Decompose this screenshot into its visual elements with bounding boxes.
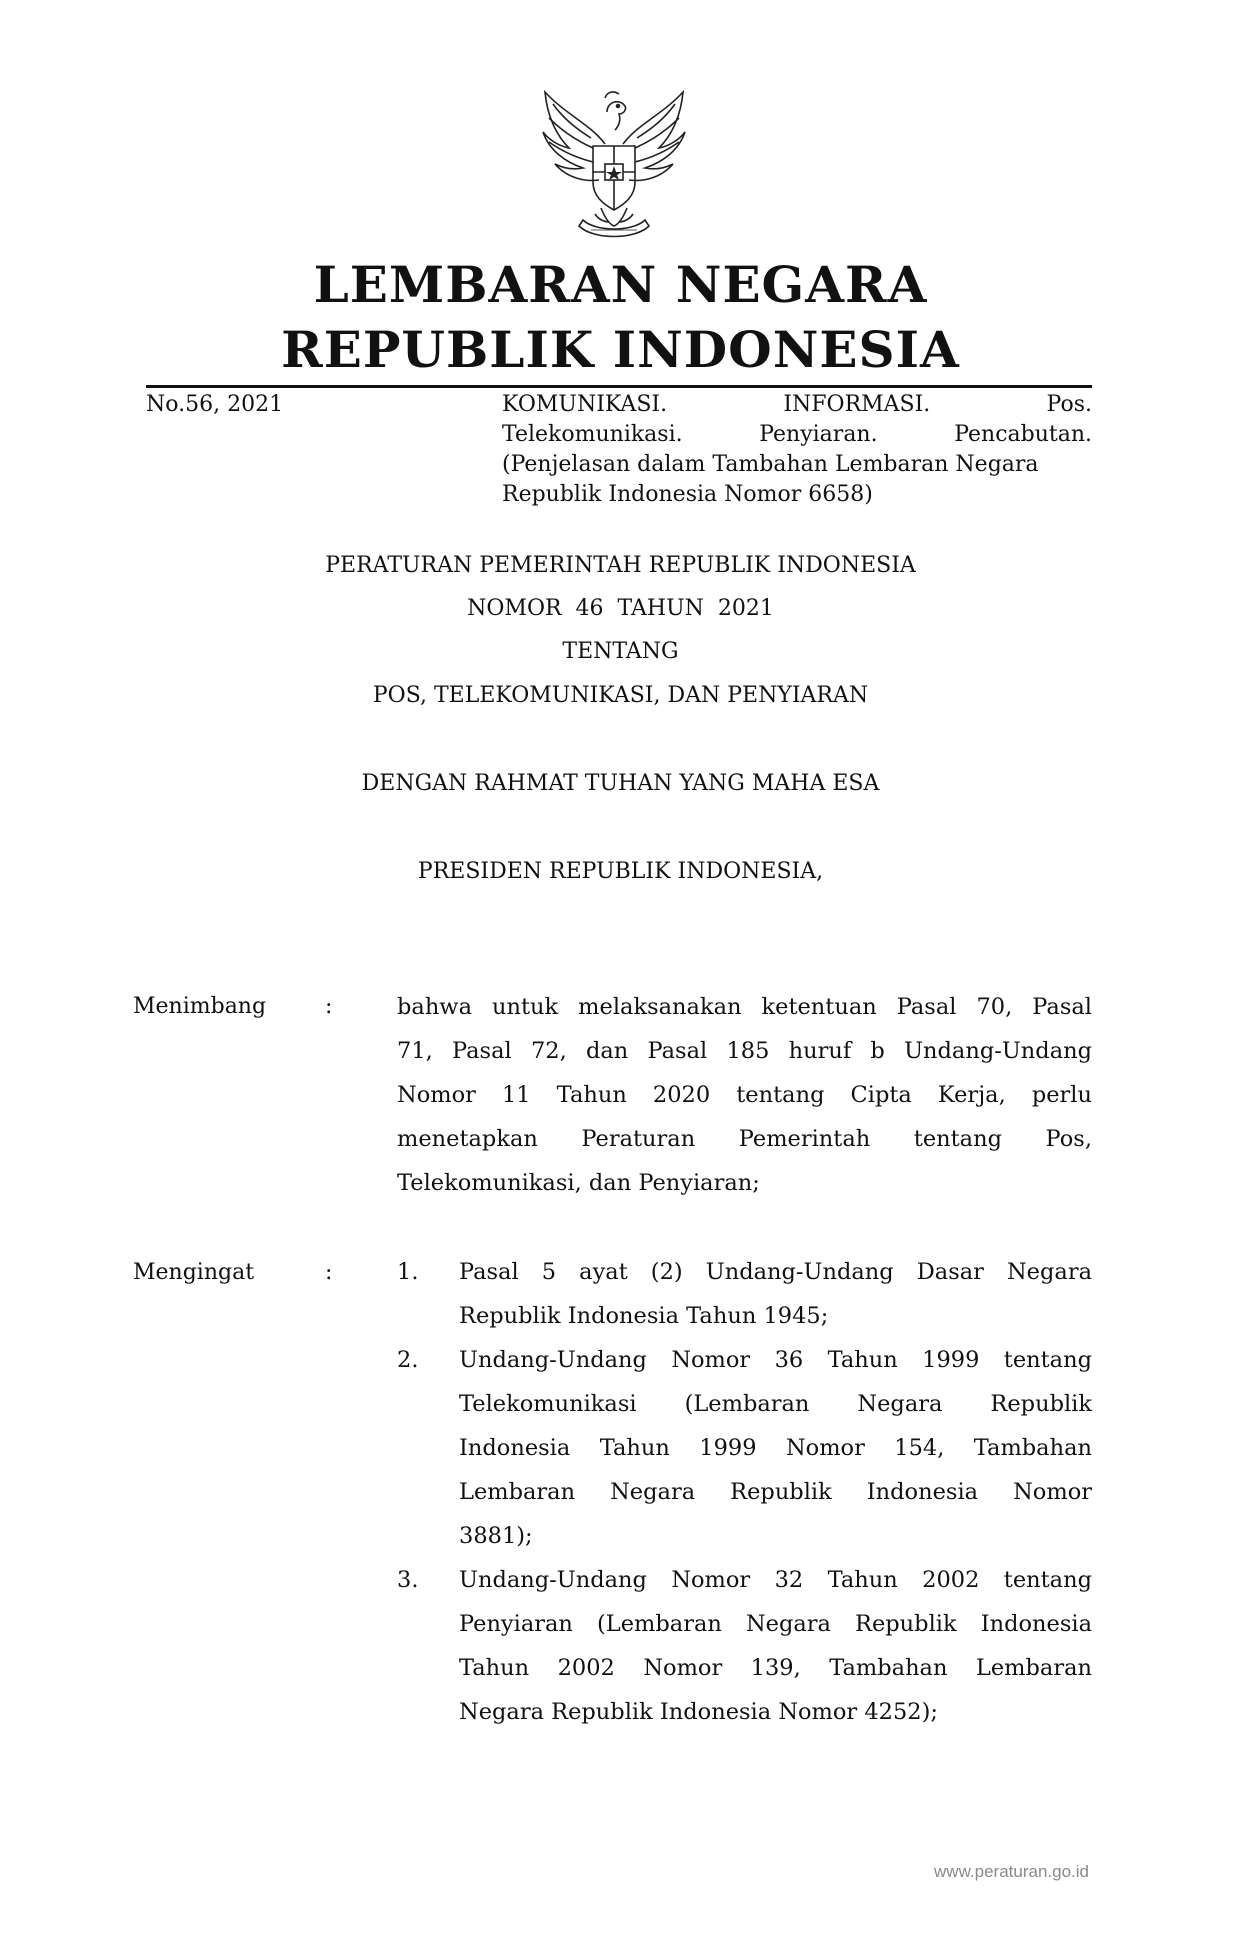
regulation-number: NOMOR 46 TAHUN 2021 bbox=[467, 596, 774, 621]
topics-line: (Penjelasan dalam Tambahan Lembaran Negara bbox=[502, 452, 1039, 477]
regulation-subject: POS, TELEKOMUNIKASI, DAN PENYIARAN bbox=[372, 683, 869, 708]
mengingat-colon: : bbox=[325, 1260, 333, 1285]
list-item-number: 2. bbox=[397, 1347, 419, 1373]
list-item-line: Pasal 5 ayat (2) Undang-Undang Dasar Negara bbox=[459, 1259, 1092, 1285]
paragraph-line: menetapkan Peraturan Pemerintah tentang Pos, bbox=[397, 1126, 1092, 1152]
list-item-line: Republik Indonesia Tahun 1945; bbox=[459, 1303, 829, 1329]
menimbang-colon: : bbox=[325, 994, 333, 1019]
list-item-line: Lembaran Negara Republik Indonesia Nomor bbox=[459, 1479, 1092, 1505]
list-item-number: 3. bbox=[397, 1567, 419, 1593]
topics-line: Telekomunikasi. Penyiaran. Pencabutan. bbox=[502, 422, 1092, 447]
list-item-line: Telekomunikasi (Lembaran Negara Republik bbox=[459, 1391, 1092, 1417]
list-item bbox=[459, 1558, 1092, 1734]
list-item-line: 3881); bbox=[459, 1523, 533, 1549]
list-item-line: Undang-Undang Nomor 36 Tahun 1999 tentang bbox=[459, 1347, 1092, 1373]
list-item-line: Tahun 2002 Nomor 139, Tambahan Lembaran bbox=[459, 1655, 1092, 1681]
list-item bbox=[459, 1250, 1092, 1338]
list-item-number: 1. bbox=[397, 1259, 419, 1285]
list-item-line: Penyiaran (Lembaran Negara Republik Indonesia bbox=[459, 1611, 1092, 1637]
regulation-about: TENTANG bbox=[562, 639, 679, 664]
footer-website-link[interactable]: www.peraturan.go.id bbox=[934, 1862, 1089, 1881]
gazette-topics bbox=[502, 390, 1092, 510]
paragraph-line: 71, Pasal 72, dan Pasal 185 huruf b Undang-Undang bbox=[397, 1038, 1092, 1064]
menimbang-label: Menimbang bbox=[133, 994, 267, 1019]
list-item-line: Indonesia Tahun 1999 Nomor 154, Tambahan bbox=[459, 1435, 1092, 1461]
preamble-text: DENGAN RAHMAT TUHAN YANG MAHA ESA bbox=[361, 771, 880, 796]
list-item-line: Undang-Undang Nomor 32 Tahun 2002 tentang bbox=[459, 1567, 1092, 1593]
gazette-number: No.56, 2021 bbox=[146, 392, 284, 417]
mengingat-label: Mengingat bbox=[133, 1260, 255, 1285]
gazette-title-line1: LEMBARAN NEGARA bbox=[313, 255, 928, 314]
paragraph-line: bahwa untuk melaksanakan ketentuan Pasal 70, Pasal bbox=[397, 994, 1092, 1020]
topics-line: Republik Indonesia Nomor 6658) bbox=[502, 482, 873, 507]
regulation-type: PERATURAN PEMERINTAH REPUBLIK INDONESIA bbox=[325, 553, 916, 578]
menimbang-paragraph bbox=[397, 985, 1092, 1205]
garuda-emblem-icon bbox=[535, 84, 693, 242]
authority-text: PRESIDEN REPUBLIK INDONESIA, bbox=[417, 859, 824, 884]
gazette-title-line2: REPUBLIK INDONESIA bbox=[281, 320, 960, 379]
topics-line: KOMUNIKASI. INFORMASI. Pos. bbox=[502, 392, 1092, 417]
list-item bbox=[459, 1338, 1092, 1558]
list-item-line: Negara Republik Indonesia Nomor 4252); bbox=[459, 1699, 938, 1725]
paragraph-line: Nomor 11 Tahun 2020 tentang Cipta Kerja, perlu bbox=[397, 1082, 1092, 1108]
title-divider bbox=[146, 385, 1092, 388]
paragraph-line: Telekomunikasi, dan Penyiaran; bbox=[397, 1170, 760, 1196]
